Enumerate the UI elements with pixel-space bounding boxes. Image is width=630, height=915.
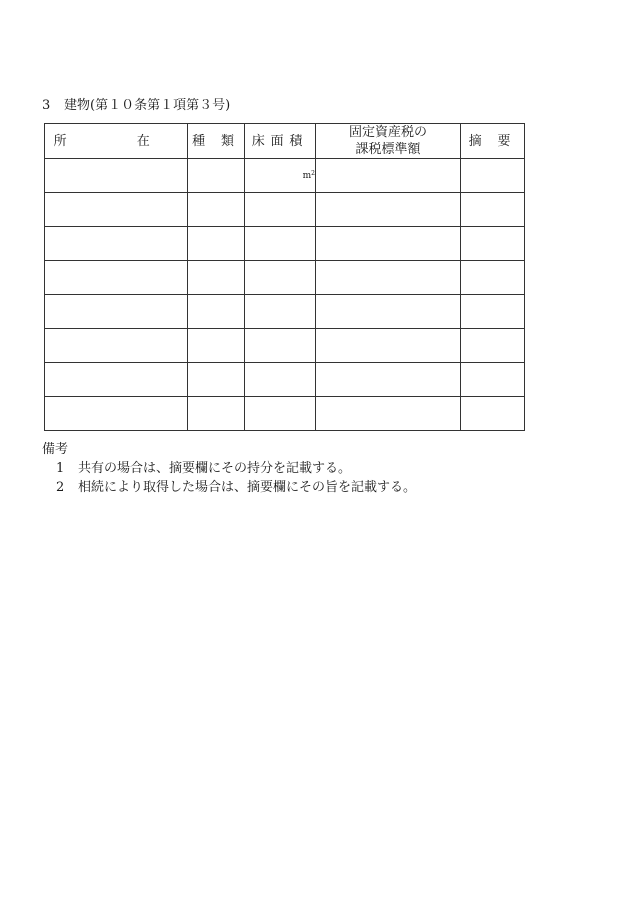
table-header-row <box>45 124 525 159</box>
table-row <box>45 397 525 431</box>
cell-location[interactable] <box>45 159 188 193</box>
section-title: 建物(第１０条第１項第３号) <box>64 98 231 113</box>
cell-location[interactable] <box>45 329 188 363</box>
table-row <box>45 193 525 227</box>
table-row <box>45 295 525 329</box>
table-row <box>45 159 525 193</box>
cell-location[interactable] <box>45 261 188 295</box>
cell-type[interactable] <box>188 159 245 193</box>
table-row <box>45 329 525 363</box>
table-row <box>45 363 525 397</box>
header-location: 所 在 <box>45 124 188 159</box>
header-floor-area: 床面積 <box>245 124 316 159</box>
cell-type[interactable] <box>188 227 245 261</box>
table-row <box>45 261 525 295</box>
building-table <box>44 123 525 431</box>
cell-assessed-value[interactable] <box>316 261 461 295</box>
floor-area-unit-exponent: 2 <box>311 169 315 177</box>
cell-assessed-value[interactable] <box>316 363 461 397</box>
cell-type[interactable] <box>188 193 245 227</box>
cell-assessed-value[interactable] <box>316 193 461 227</box>
header-remarks: 摘 要 <box>461 124 525 159</box>
cell-location[interactable] <box>45 397 188 431</box>
cell-floor-area[interactable] <box>245 295 316 329</box>
cell-remarks[interactable] <box>461 295 525 329</box>
cell-assessed-value[interactable] <box>316 397 461 431</box>
cell-floor-area[interactable] <box>245 397 316 431</box>
cell-assessed-value[interactable] <box>316 329 461 363</box>
cell-type[interactable] <box>188 261 245 295</box>
section-number: 3 <box>42 98 51 113</box>
cell-location[interactable] <box>45 295 188 329</box>
cell-floor-area[interactable] <box>245 193 316 227</box>
cell-location[interactable] <box>45 363 188 397</box>
cell-assessed-value[interactable] <box>316 295 461 329</box>
cell-floor-area[interactable] <box>245 363 316 397</box>
cell-type[interactable] <box>188 329 245 363</box>
cell-remarks[interactable] <box>461 397 525 431</box>
cell-remarks[interactable] <box>461 227 525 261</box>
cell-remarks[interactable] <box>461 261 525 295</box>
floor-area-unit: m <box>302 170 312 181</box>
cell-floor-area[interactable] <box>245 261 316 295</box>
cell-location[interactable] <box>45 193 188 227</box>
header-assessed-value: 固定資産税の 課税標準額 <box>316 124 461 159</box>
cell-remarks[interactable] <box>461 329 525 363</box>
cell-floor-area[interactable] <box>245 227 316 261</box>
cell-type[interactable] <box>188 397 245 431</box>
cell-remarks[interactable] <box>461 159 525 193</box>
header-type: 種 類 <box>188 124 245 159</box>
notes-section <box>42 440 416 497</box>
cell-type[interactable] <box>188 295 245 329</box>
note-text: 相続により取得した場合は、摘要欄にその旨を記載する。 <box>78 480 417 495</box>
cell-floor-area[interactable] <box>245 159 316 193</box>
note-number: 1 <box>56 461 65 476</box>
table-row <box>45 227 525 261</box>
note-item <box>42 478 416 497</box>
cell-floor-area[interactable] <box>245 329 316 363</box>
cell-remarks[interactable] <box>461 193 525 227</box>
cell-location[interactable] <box>45 227 188 261</box>
note-item <box>42 459 416 478</box>
cell-assessed-value[interactable] <box>316 159 461 193</box>
cell-remarks[interactable] <box>461 363 525 397</box>
notes-title: 備考 <box>42 442 69 457</box>
cell-assessed-value[interactable] <box>316 227 461 261</box>
note-number: 2 <box>56 480 65 495</box>
cell-type[interactable] <box>188 363 245 397</box>
section-heading <box>42 97 230 115</box>
note-text: 共有の場合は、摘要欄にその持分を記載する。 <box>78 461 352 476</box>
